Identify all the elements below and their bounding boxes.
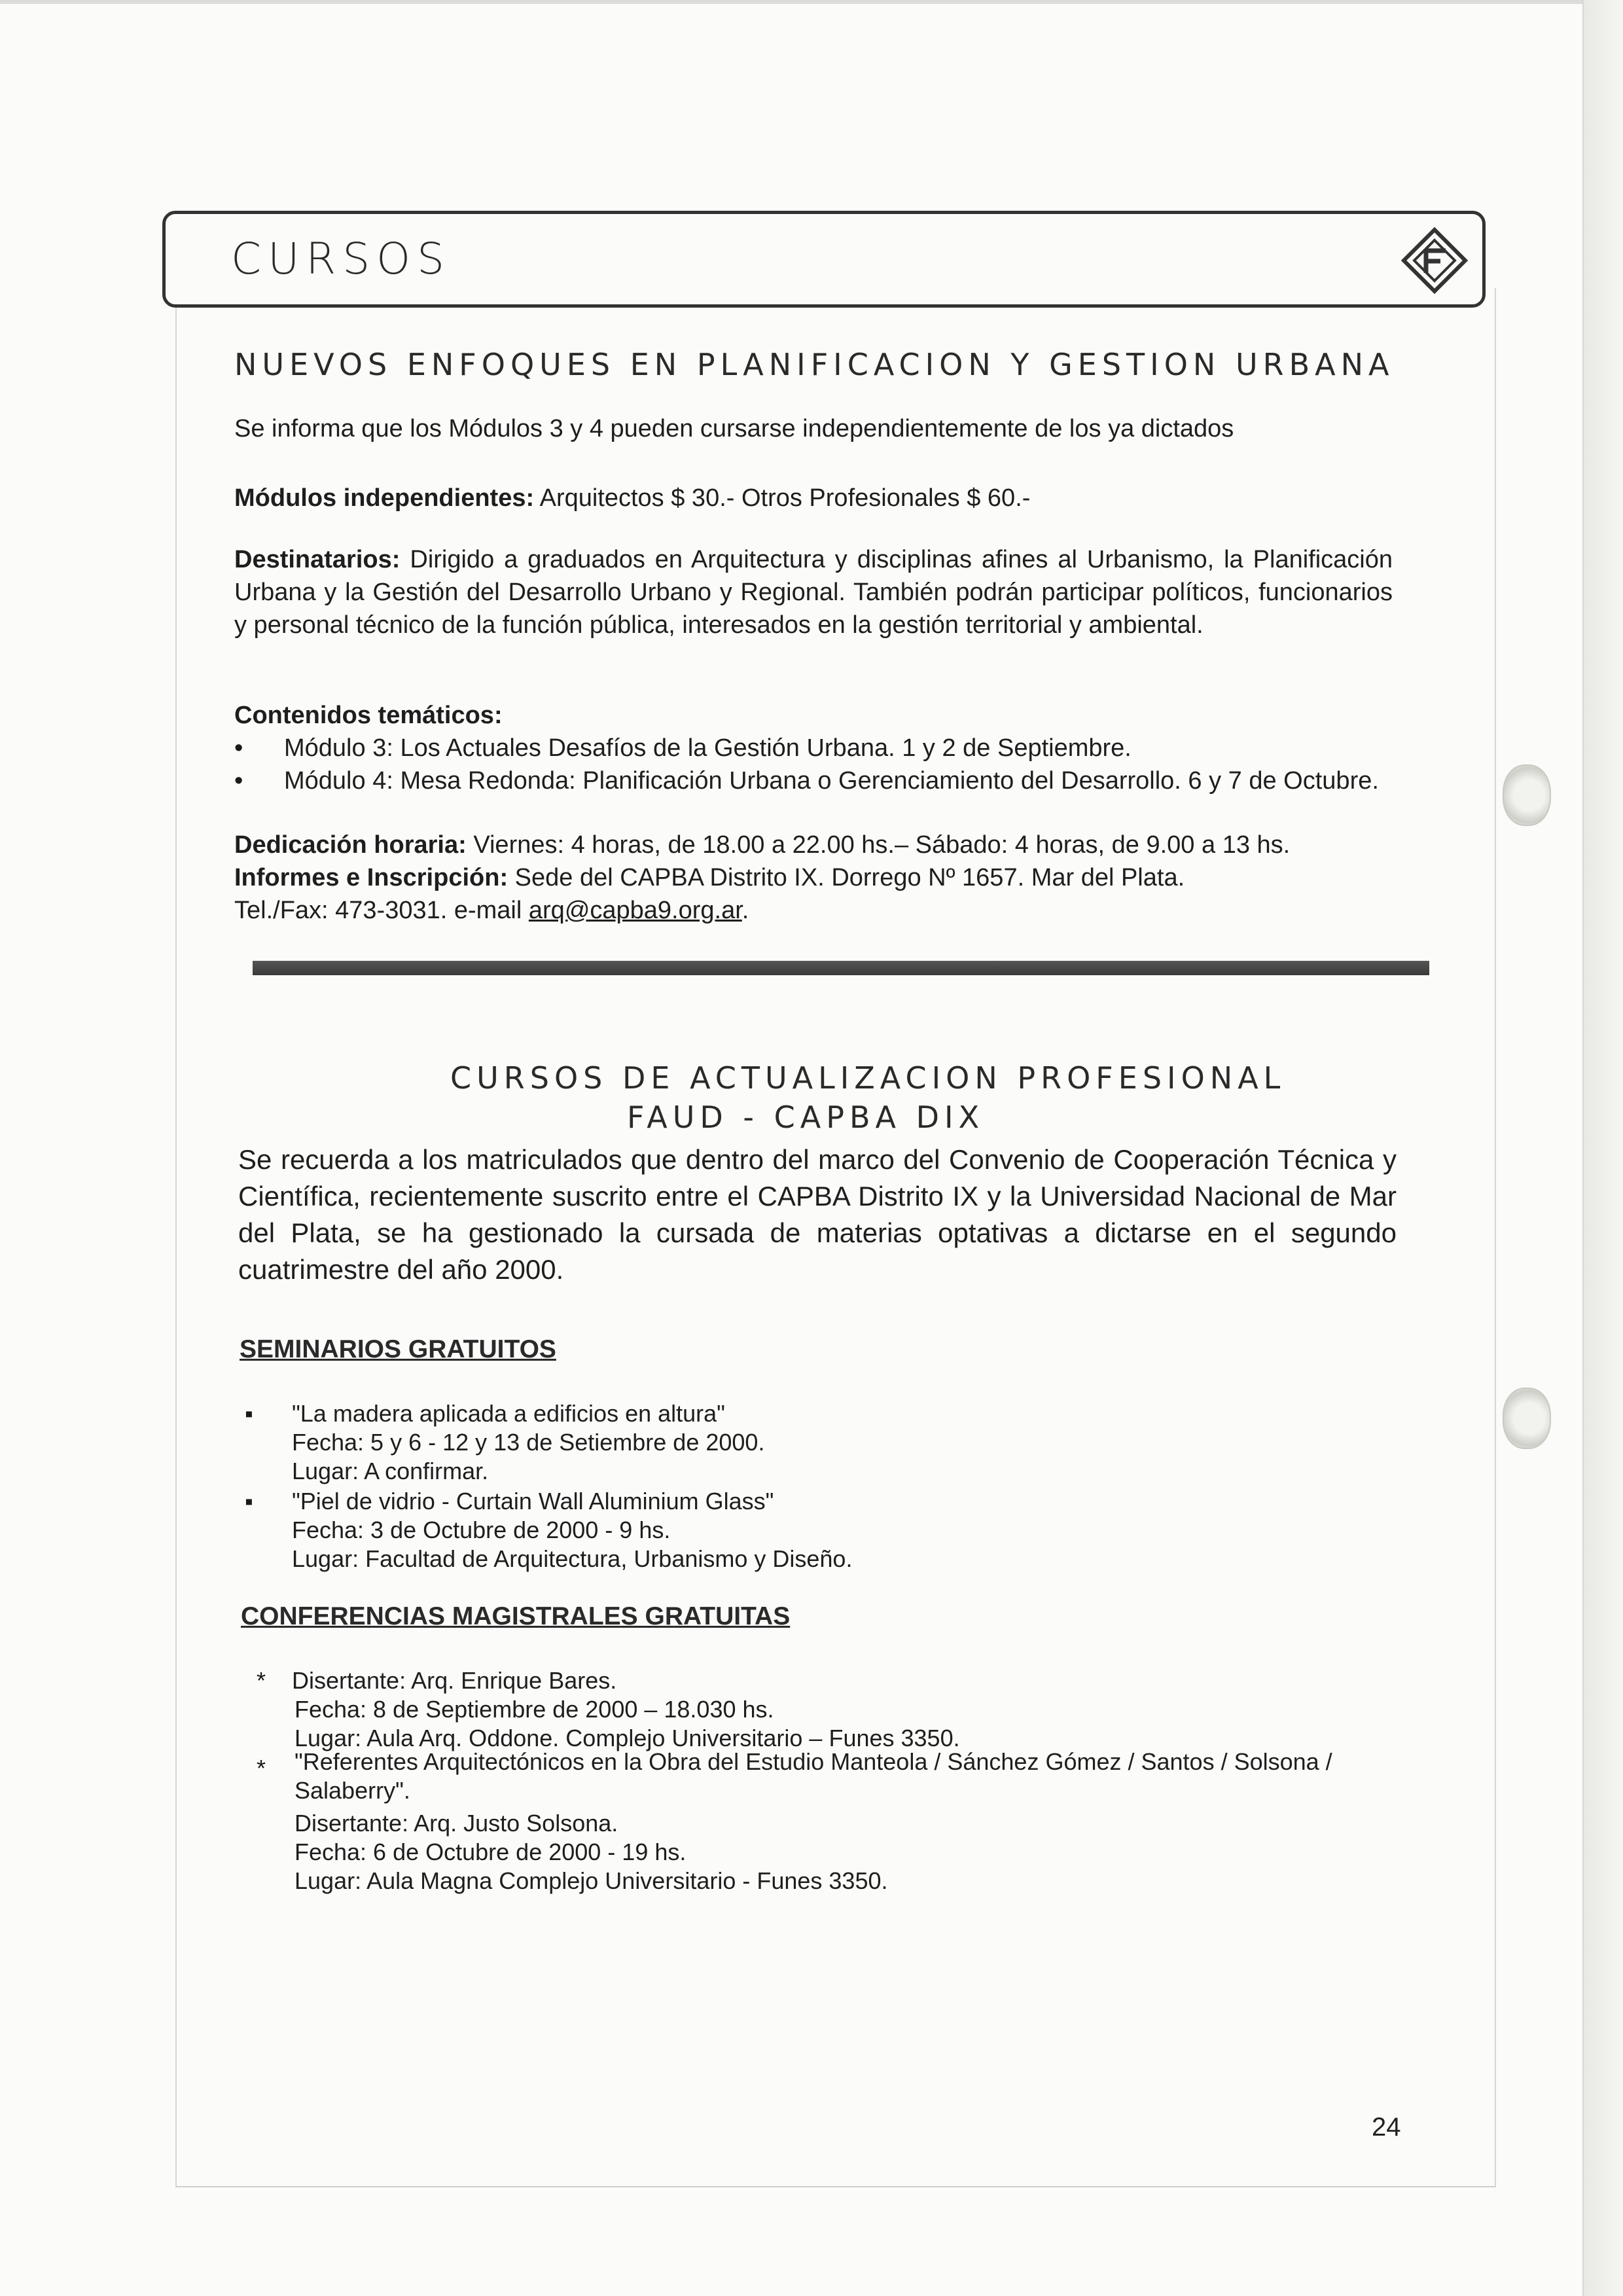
dedicacion-label: Dedicación horaria: <box>234 831 467 859</box>
conferencia-disertante: Disertante: Arq. Enrique Bares. <box>292 1667 617 1694</box>
destinatarios-label: Destinatarios: <box>234 546 401 573</box>
section-subtitle-faud: FAUD - CAPBA DIX <box>627 1100 985 1135</box>
contenido-item: Módulo 4: Mesa Redonda: Planificación Urbana o Gerenciamiento del Desarrollo. 6 y 7 de Octubre. <box>284 767 1379 795</box>
email-suffix: . <box>741 897 749 924</box>
destinatarios-text: Dirigido a graduados en Arquitectura y disciplinas afines al Urbanismo, la Planificación Urbana y la Gestión del Desarrollo Urbano y Regional. También podrán participar políticos, funcionarios y personal técnico de la función pública, interesados en la gestión territorial y ambiental. <box>234 546 1393 639</box>
section-divider <box>253 961 1429 975</box>
informes-label: Informes e Inscripción: <box>234 864 508 891</box>
seminarios-heading: SEMINARIOS GRATUITOS <box>240 1335 556 1363</box>
bullet-dot-icon: • <box>234 734 243 762</box>
destinatarios-paragraph <box>234 543 1393 641</box>
intro-text: Se informa que los Módulos 3 y 4 pueden cursarse independientemente de los ya dictados <box>234 415 1234 442</box>
modulos-line <box>234 482 1412 514</box>
asterisk-bullet-icon: * <box>257 1667 266 1694</box>
conferencia-lugar: Lugar: Aula Magna Complejo Universitario - Funes 3350. <box>294 1867 888 1894</box>
conferencia-title: "Referentes Arquitectónicos en la Obra del Estudio Manteola / Sánchez Gómez / Santos / Solsona / Salaberry". <box>294 1748 1332 1804</box>
page-number: 24 <box>1372 2113 1401 2142</box>
section-title-actualizacion: CURSOS DE ACTUALIZACION PROFESIONAL <box>450 1060 1286 1096</box>
dedicacion-line <box>234 829 1425 861</box>
seminario-fecha: Fecha: 5 y 6 - 12 y 13 de Setiembre de 2000. <box>292 1429 765 1456</box>
bullet-dot-icon: • <box>234 767 243 795</box>
conferencias-heading: CONFERENCIAS MAGISTRALES GRATUITAS <box>241 1602 791 1630</box>
email-link[interactable]: arq@capba9.org.ar <box>528 897 742 924</box>
binder-hole-icon <box>1503 764 1551 826</box>
dedicacion-text: Viernes: 4 horas, de 18.00 a 22.00 hs.– Sábado: 4 horas, de 9.00 a 13 hs. <box>473 831 1291 859</box>
convenio-paragraph: Se recuerda a los matriculados que dentro del marco del Convenio de Cooperación Técnica y Científica, recientemente suscrito entre el CAPBA Distrito IX y la Universidad Nacional de Mar del Plata, se ha gestionado la cursada de materias optativas a dictarse en el segundo cuatrimestre del año 2000. <box>238 1144 1397 1285</box>
page-edge-right <box>1582 0 1623 2296</box>
asterisk-bullet-icon: * <box>257 1755 266 1782</box>
square-bullet-icon: ▪ <box>245 1400 253 1427</box>
conferencia-fecha: Fecha: 8 de Septiembre de 2000 – 18.030 hs. <box>294 1696 774 1723</box>
modulos-label: Módulos independientes: <box>234 484 535 512</box>
contact-line <box>234 894 1425 927</box>
binder-hole-icon <box>1503 1388 1551 1449</box>
conferencia-disertante: Disertante: Arq. Justo Solsona. <box>294 1810 618 1837</box>
seminario-lugar: Lugar: A confirmar. <box>292 1458 489 1484</box>
conferencia-fecha: Fecha: 6 de Octubre de 2000 - 19 hs. <box>294 1839 687 1865</box>
modulos-text: Arquitectos $ 30.- Otros Profesionales $ 60.- <box>539 484 1031 512</box>
seminario-title: "La madera aplicada a edificios en altura" <box>292 1400 725 1427</box>
header-box <box>162 211 1486 308</box>
section-title-planificacion: NUEVOS ENFOQUES EN PLANIFICACION Y GESTION URBANA <box>234 347 1395 382</box>
page-edge-top <box>0 0 1582 4</box>
capba-logo-icon <box>1399 224 1471 296</box>
seminario-fecha: Fecha: 3 de Octubre de 2000 - 9 hs. <box>292 1516 671 1543</box>
informes-line <box>234 861 1425 894</box>
page-title: CURSOS <box>231 234 451 284</box>
square-bullet-icon: ▪ <box>245 1488 253 1515</box>
seminario-lugar: Lugar: Facultad de Arquitectura, Urbanismo y Diseño. <box>292 1545 853 1572</box>
contenidos-label: Contenidos temáticos: <box>234 702 503 729</box>
contenido-item: Módulo 3: Los Actuales Desafíos de la Gestión Urbana. 1 y 2 de Septiembre. <box>284 734 1132 762</box>
seminario-title: "Piel de vidrio - Curtain Wall Aluminium Glass" <box>292 1488 774 1515</box>
conferencia-lugar: Lugar: Aula Arq. Oddone. Complejo Universitario – Funes 3350. <box>294 1725 960 1751</box>
informes-text: Sede del CAPBA Distrito IX. Dorrego Nº 1657. Mar del Plata. <box>514 864 1185 891</box>
tel-text: Tel./Fax: 473-3031. e-mail <box>234 897 522 924</box>
